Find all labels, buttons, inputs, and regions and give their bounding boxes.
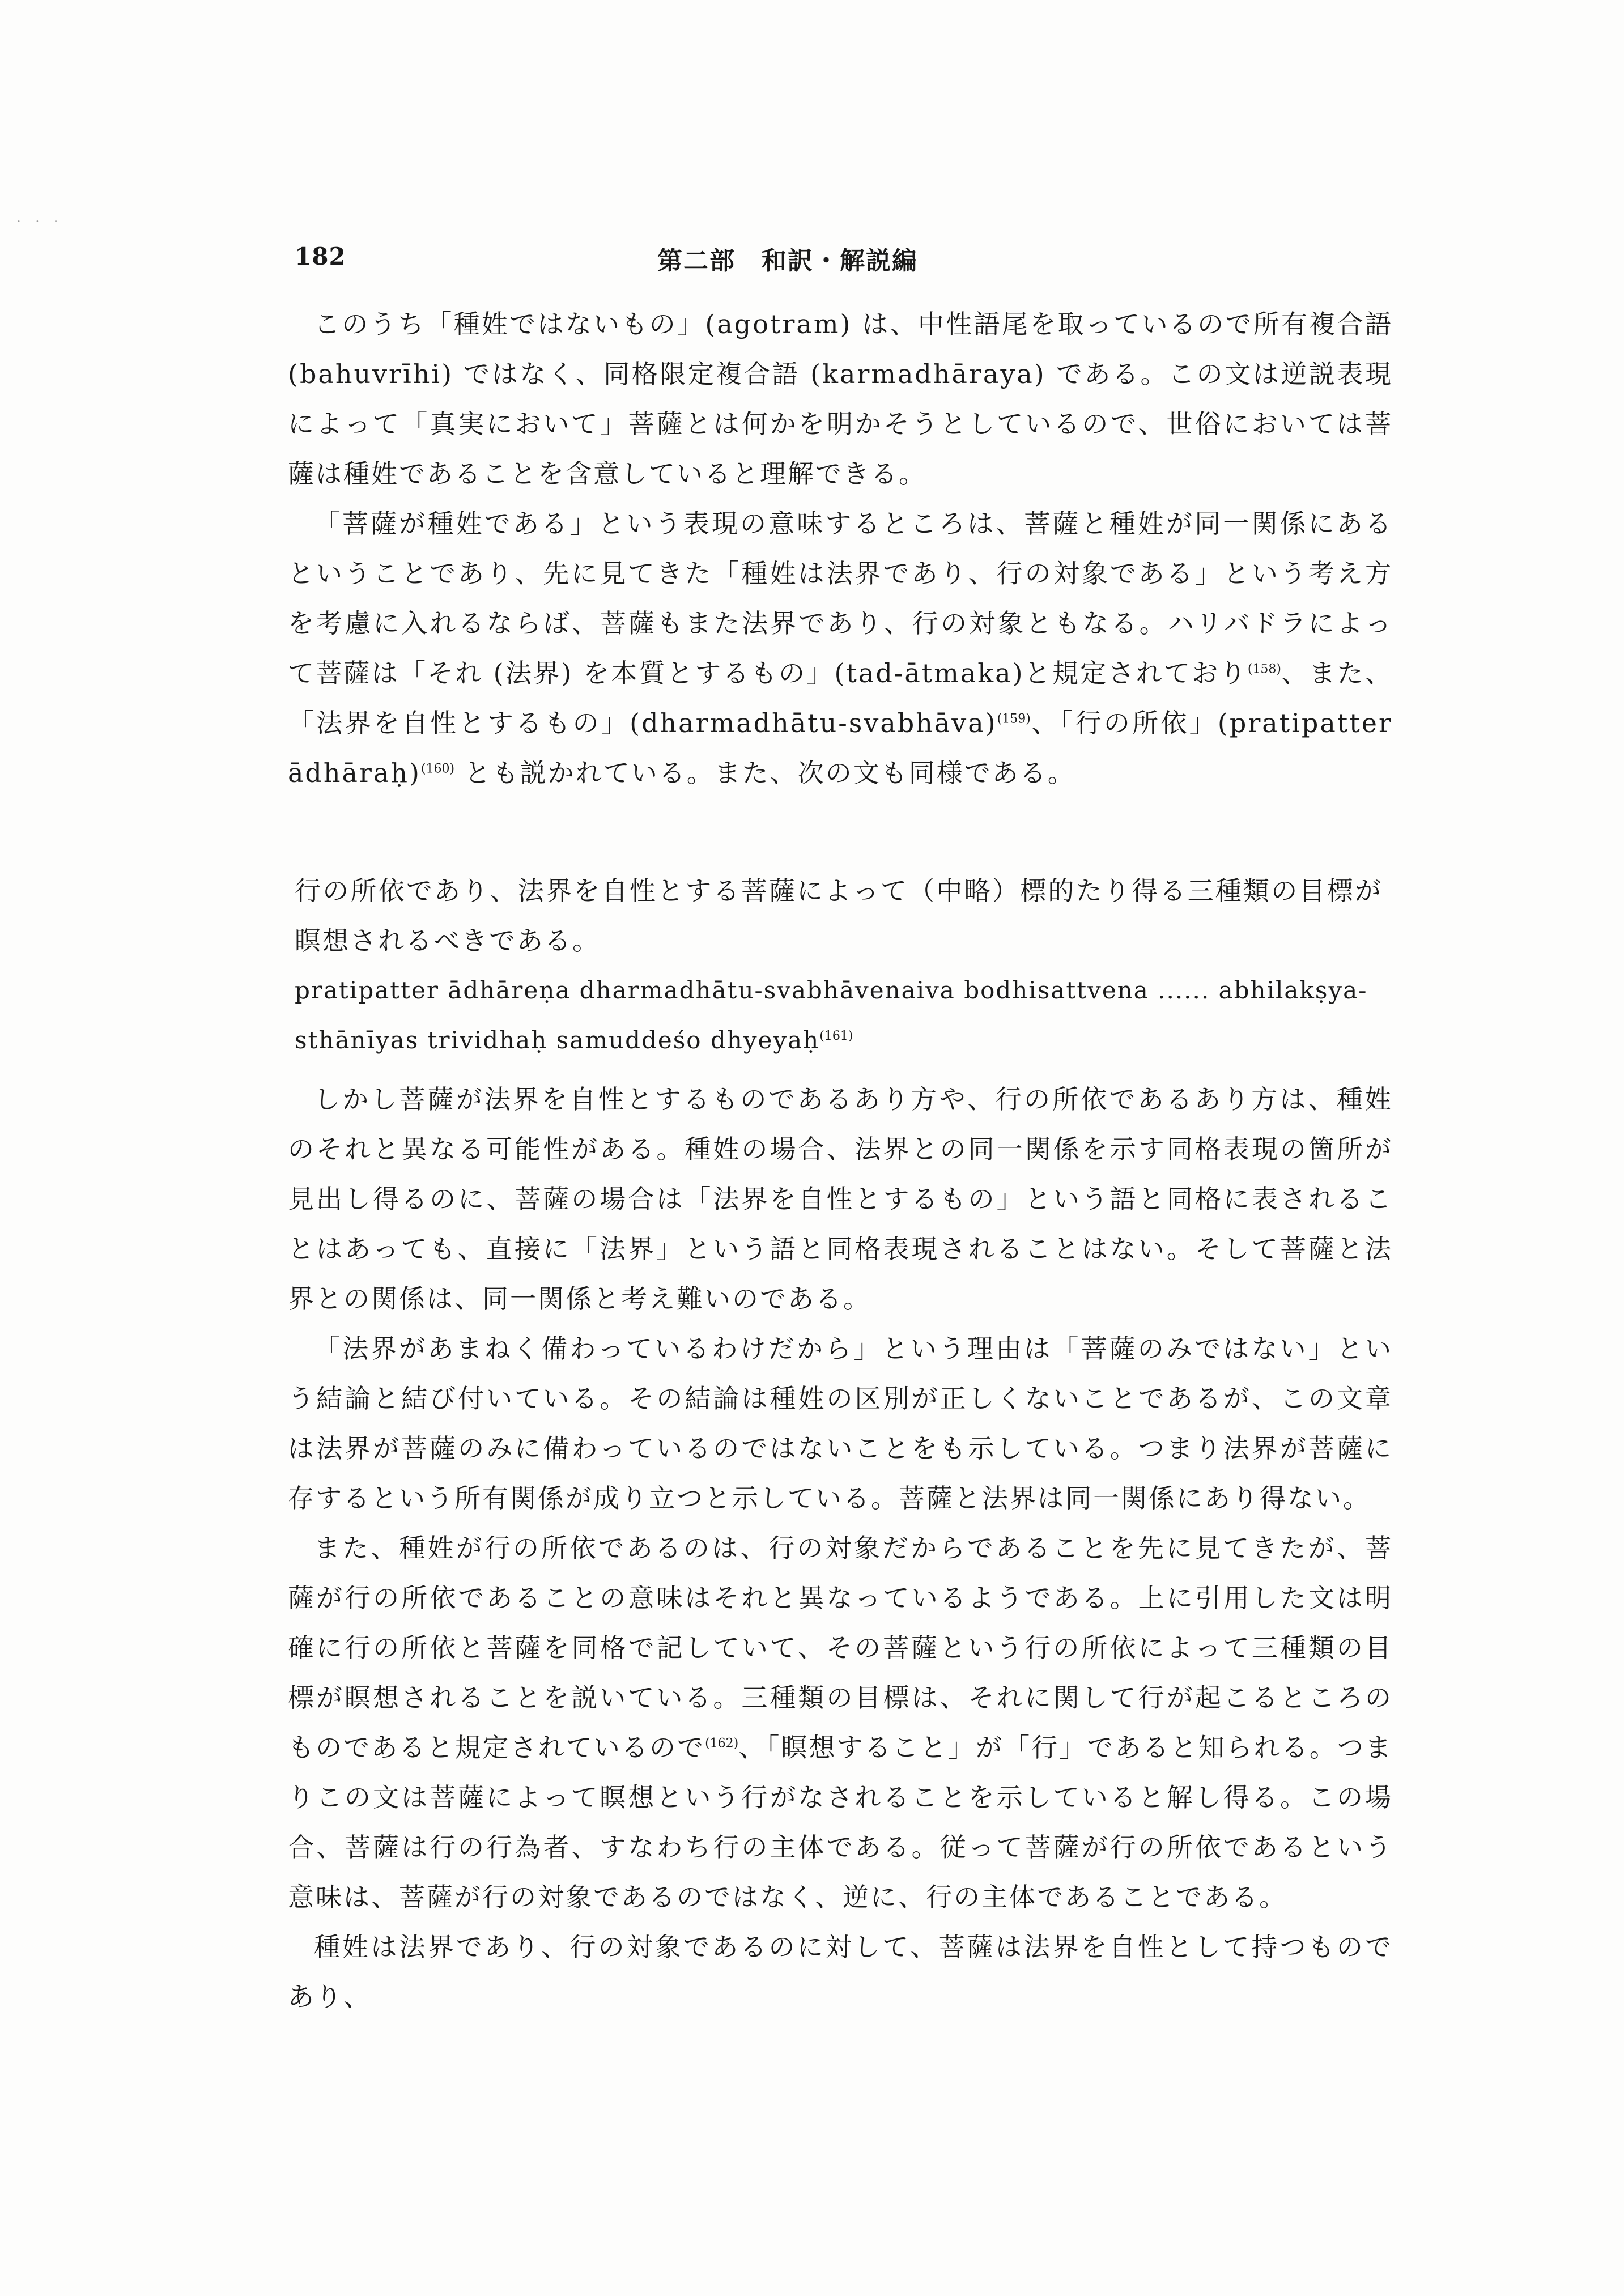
paragraph-2-text-a: 「菩薩が種姓である」という表現の意味するところは、菩薩と種姓が同一関係にあるということであり、先に見てきた「種姓は法界であり、行の対象である」という考え方を考慮に入れるならば、菩薩もまた法界であり、行の対象ともなる。ハリバドラによって菩薩は「それ (法界) を本質とするもの」(tad-ātmaka)と規定されており bbox=[288, 508, 1393, 688]
page-number: 182 bbox=[295, 243, 346, 270]
quotation-sanskrit-line-1: pratipatter ādhāreṇa dharmadhātu-svabhāvenaiva bodhisattvena ...... abhilakṣya- bbox=[295, 976, 1368, 1004]
body-text-top bbox=[288, 299, 1393, 798]
paragraph-5-text-a: また、種姓が行の所依であるのは、行の対象だからであることを先に見てきたが、菩薩が行の所依であることの意味はそれと異なっているようである。上に引用した文は明確に行の所依と菩薩を同格で記していて、その菩薩という行の所依によって三種類の目標が瞑想されることを説いている。三種類の目標は、それに関して行が起こるところのものであると規定されているので bbox=[288, 1533, 1393, 1763]
body-text-bottom bbox=[288, 1074, 1393, 2022]
paragraph-2-text-c: 、「行の所依」(pratipatter ādhāraḥ) bbox=[288, 708, 1393, 788]
running-head: 第二部 和訳・解説編 bbox=[657, 246, 918, 275]
footnote-ref-161: (161) bbox=[819, 1029, 853, 1043]
paragraph-3: しかし菩薩が法界を自性とするものであるあり方や、行の所依であるあり方は、種姓のそれと異なる可能性がある。種姓の場合、法界との同一関係を示す同格表現の箇所が見出し得るのに、菩薩の場合は「法界を自性とするもの」という語と同格に表されることはあっても、直接に「法界」という語と同格表現されることはない。そして菩薩と法界との関係は、同一関係と考え難いのである。 bbox=[288, 1084, 1393, 1314]
quotation-sanskrit-line-2 bbox=[295, 1015, 1383, 1065]
paragraph-2-text-d: とも説かれている。また、次の文も同様である。 bbox=[454, 758, 1075, 788]
footnote-ref-162: (162) bbox=[705, 1736, 739, 1751]
quotation-sanskrit-line-2-text: sthānīyas trividhaḥ samuddeśo dhyeyaḥ bbox=[295, 1026, 820, 1054]
quotation-japanese: 行の所依であり、法界を自性とする菩薩によって（中略）標的たり得る三種類の目標が瞑想されるべきである。 bbox=[295, 875, 1383, 956]
paragraph-2-text-b: 、また、「法界を自性とするもの」(dharmadhātu-svabhāva) bbox=[288, 658, 1393, 738]
paragraph-6: 種姓は法界であり、行の対象であるのに対して、菩薩は法界を自性として持つものであり、 bbox=[288, 1932, 1393, 2012]
paragraph-1: このうち「種姓ではないもの」(agotram) は、中性語尾を取っているので所有複合語 (bahuvrīhi) ではなく、同格限定複合語 (karmadhāraya) である。この文は逆説表現によって「真実において」菩薩とは何かを明かそうとしているので、世俗においては菩薩は種姓であることを含意していると理解できる。 bbox=[288, 309, 1393, 489]
footnote-ref-159: (159) bbox=[997, 712, 1031, 726]
paragraph-5 bbox=[288, 1523, 1393, 1922]
block-quotation bbox=[295, 866, 1383, 1065]
paragraph-5-text-b: 、「瞑想すること」が「行」であると知られる。つまりこの文は菩薩によって瞑想という行がなされることを示していると解し得る。この場合、菩薩は行の行為者、すなわち行の主体である。従って菩薩が行の所依であるという意味は、菩薩が行の対象であるのではなく、逆に、行の主体であることである。 bbox=[288, 1732, 1393, 1912]
paragraph-4: 「法界があまねく備わっているわけだから」という理由は「菩薩のみではない」という結論と結び付いている。その結論は種姓の区別が正しくないことであるが、この文章は法界が菩薩のみに備わっているのではないことをも示している。つまり法界が菩薩に存するという所有関係が成り立つと示している。菩薩と法界は同一関係にあり得ない。 bbox=[288, 1333, 1393, 1513]
footnote-ref-160: (160) bbox=[420, 762, 455, 776]
footnote-ref-158: (158) bbox=[1247, 662, 1281, 677]
paragraph-2 bbox=[288, 499, 1393, 798]
scan-artifact: · · · bbox=[17, 214, 63, 228]
